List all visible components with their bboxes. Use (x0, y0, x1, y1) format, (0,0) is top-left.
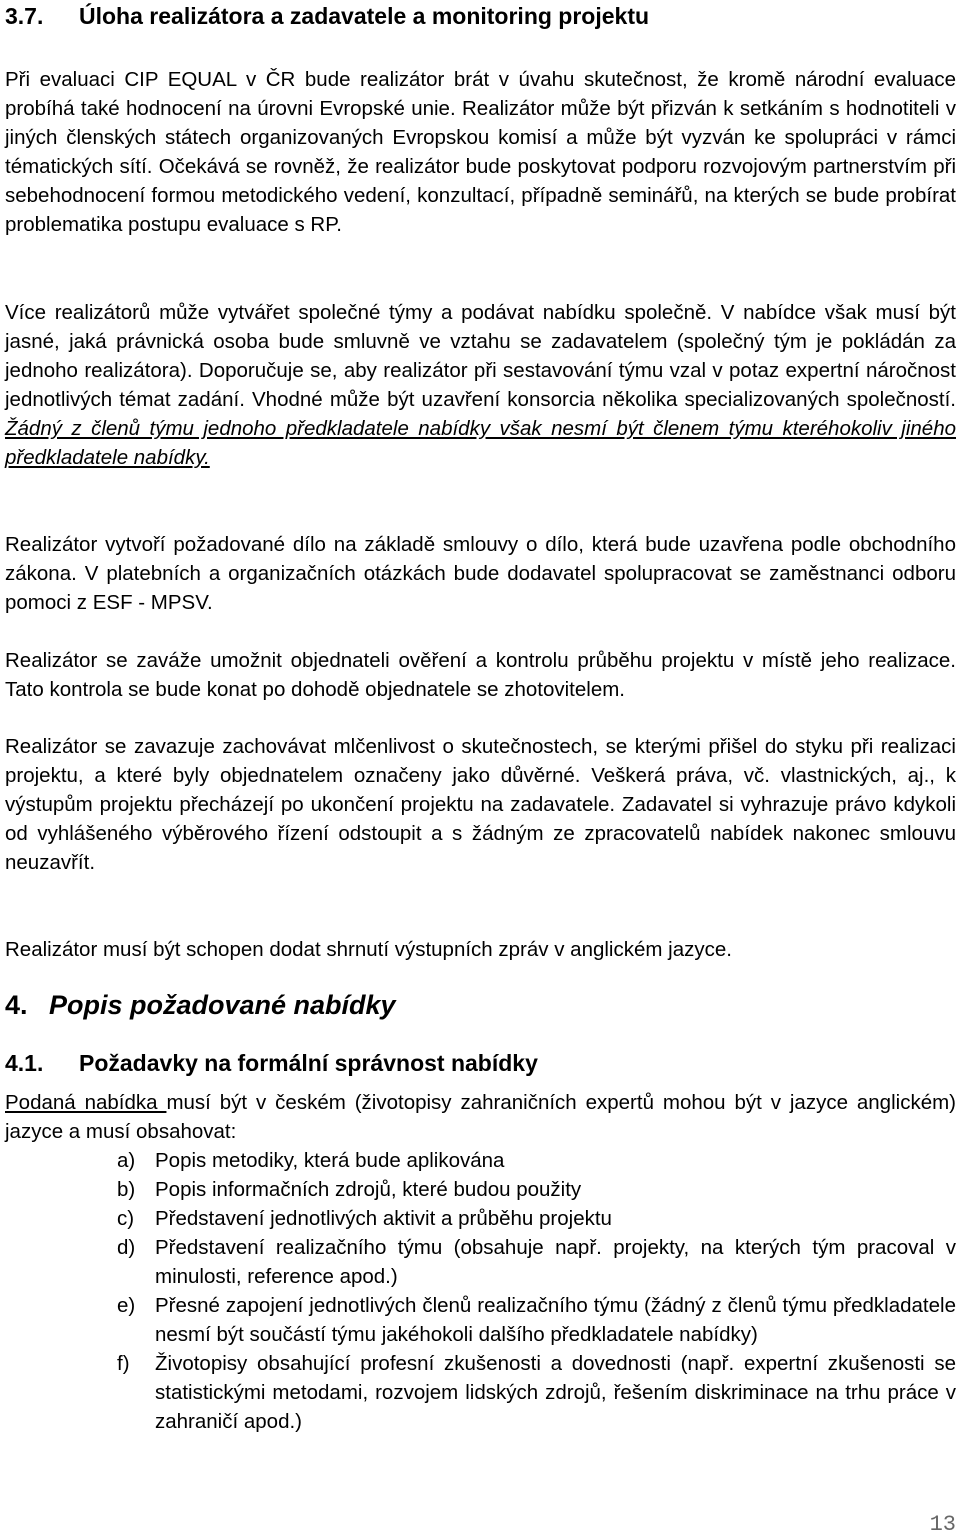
paragraph-teams (5, 298, 956, 472)
paragraph-offer-intro (5, 1088, 956, 1146)
chapter-title: Popis požadované nabídky (49, 990, 396, 1020)
list-item-text: Představení realizačního týmu (obsahuje např. projekty, na kterých tým pracoval v minulosti, reference apod.) (155, 1236, 956, 1288)
paragraph-confidentiality: Realizátor se zavazuje zachovávat mlčenlivost o skutečnostech, se kterými přišel do styku při realizaci projektu, a které byly objednatelem označeny jako důvěrné. Veškerá práva, vč. vlastnických, aj., k výstupům projektu přecházejí po ukončení projektu na zadavatele. Zadavatel si vyhrazuje právo kdykoli od vyhlášeného výběrového řízení odstoupit a s žádným ze zpracovatelů nabídek nakonec smlouvu neuzavřít. (5, 735, 956, 874)
list-marker: d) (117, 1236, 136, 1259)
section-heading-4-1 (5, 1050, 538, 1077)
paragraph-contract: Realizátor vytvoří požadované dílo na základě smlouvy o dílo, která bude uzavřena podle obchodního zákona. V platebních a organizačních otázkách bude dodavatel spolupracovat se zaměstnanci odboru pomoci z ESF - MPSV. (5, 533, 956, 614)
list-item-text: Představení jednotlivých aktivit a průběhu projektu (155, 1207, 612, 1230)
list-item (5, 1291, 956, 1349)
section-number: 3.7. (5, 3, 44, 29)
list-marker: e) (117, 1294, 136, 1317)
list-item-text: Popis metodiky, která bude aplikována (155, 1149, 505, 1172)
offer-intro-underlined: Podaná nabídka (5, 1091, 167, 1114)
list-item (5, 1349, 956, 1436)
list-marker: a) (117, 1149, 136, 1172)
list-item (5, 1204, 956, 1233)
section-number: 4.1. (5, 1050, 44, 1076)
paragraph-evaluation: Při evaluaci CIP EQUAL v ČR bude realizátor brát v úvahu skutečnost, že kromě národní evaluace probíhá také hodnocení na úrovni Evropské unie. Realizátor může být přizván k setkáním s hodnotiteli v jiných členských státech organizovaných Evropskou komisí a může být vyzván ke spolupráci v rámci tématických sítí. Očekává se rovněž, že realizátor bude poskytovat podporu rozvojovým partnerstvím při sebehodnocení formou metodického vedení, konzultací, případně seminářů, na kterých se bude probírat problematika postupu evaluace s RP. (5, 68, 956, 236)
section-title: Požadavky na formální správnost nabídky (79, 1050, 538, 1076)
list-item (5, 1233, 956, 1291)
list-marker: c) (117, 1207, 135, 1230)
chapter-number: 4. (5, 990, 28, 1020)
list-item (5, 1146, 956, 1175)
teams-emphasis: Žádný z členů týmu jednoho předkladatele nabídky však nesmí být členem týmu kteréhokoliv jiného předkladatele nabídky. (5, 417, 956, 469)
list-marker: b) (117, 1178, 136, 1201)
chapter-heading-4 (5, 990, 396, 1021)
section-title: Úloha realizátora a zadavatele a monitoring projektu (79, 3, 650, 29)
list-marker: f) (117, 1352, 130, 1375)
list-item-text: Životopisy obsahující profesní zkušenosti a dovednosti (např. expertní zkušenosti se statistickými metodami, rozvojem lidských zdrojů, řešením diskriminace na trhu práce v zahraničí apod.) (155, 1352, 956, 1433)
offer-intro-text: musí být v českém (životopisy zahraničních expertů mohou být v jazyce anglickém) jazyce a musí obsahovat: (5, 1091, 956, 1143)
list-item-text: Přesné zapojení jednotlivých členů realizačního týmu (žádný z členů týmu předkladatele nesmí být součástí týmu jakéhokoli dalšího předkladatele nabídky) (155, 1294, 956, 1346)
paragraph-control: Realizátor se zaváže umožnit objednateli ověření a kontrolu průběhu projektu v místě jeho realizace. Tato kontrola se bude konat po dohodě objednatele se zhotovitelem. (5, 649, 956, 701)
requirements-list (5, 1146, 956, 1436)
list-item-text: Popis informačních zdrojů, které budou použity (155, 1178, 582, 1201)
teams-text: Více realizátorů může vytvářet společné týmy a podávat nabídku společně. V nabídce však musí být jasné, jaká právnická osoba bude smluvně ve vztahu se zadavatelem (společný tým je pokládán za jednoho realizátora). Doporučuje se, aby realizátor při sestavování týmu vzal v potaz expertní náročnost jednotlivých témat zadání. Vhodné může být uzavření konsorcia několika specializovaných společností. (5, 301, 956, 411)
list-item (5, 1175, 956, 1204)
page-number: 13 (929, 1512, 956, 1537)
section-heading-3-7 (5, 3, 649, 30)
paragraph-english-summary: Realizátor musí být schopen dodat shrnutí výstupních zpráv v anglickém jazyce. (5, 938, 732, 961)
